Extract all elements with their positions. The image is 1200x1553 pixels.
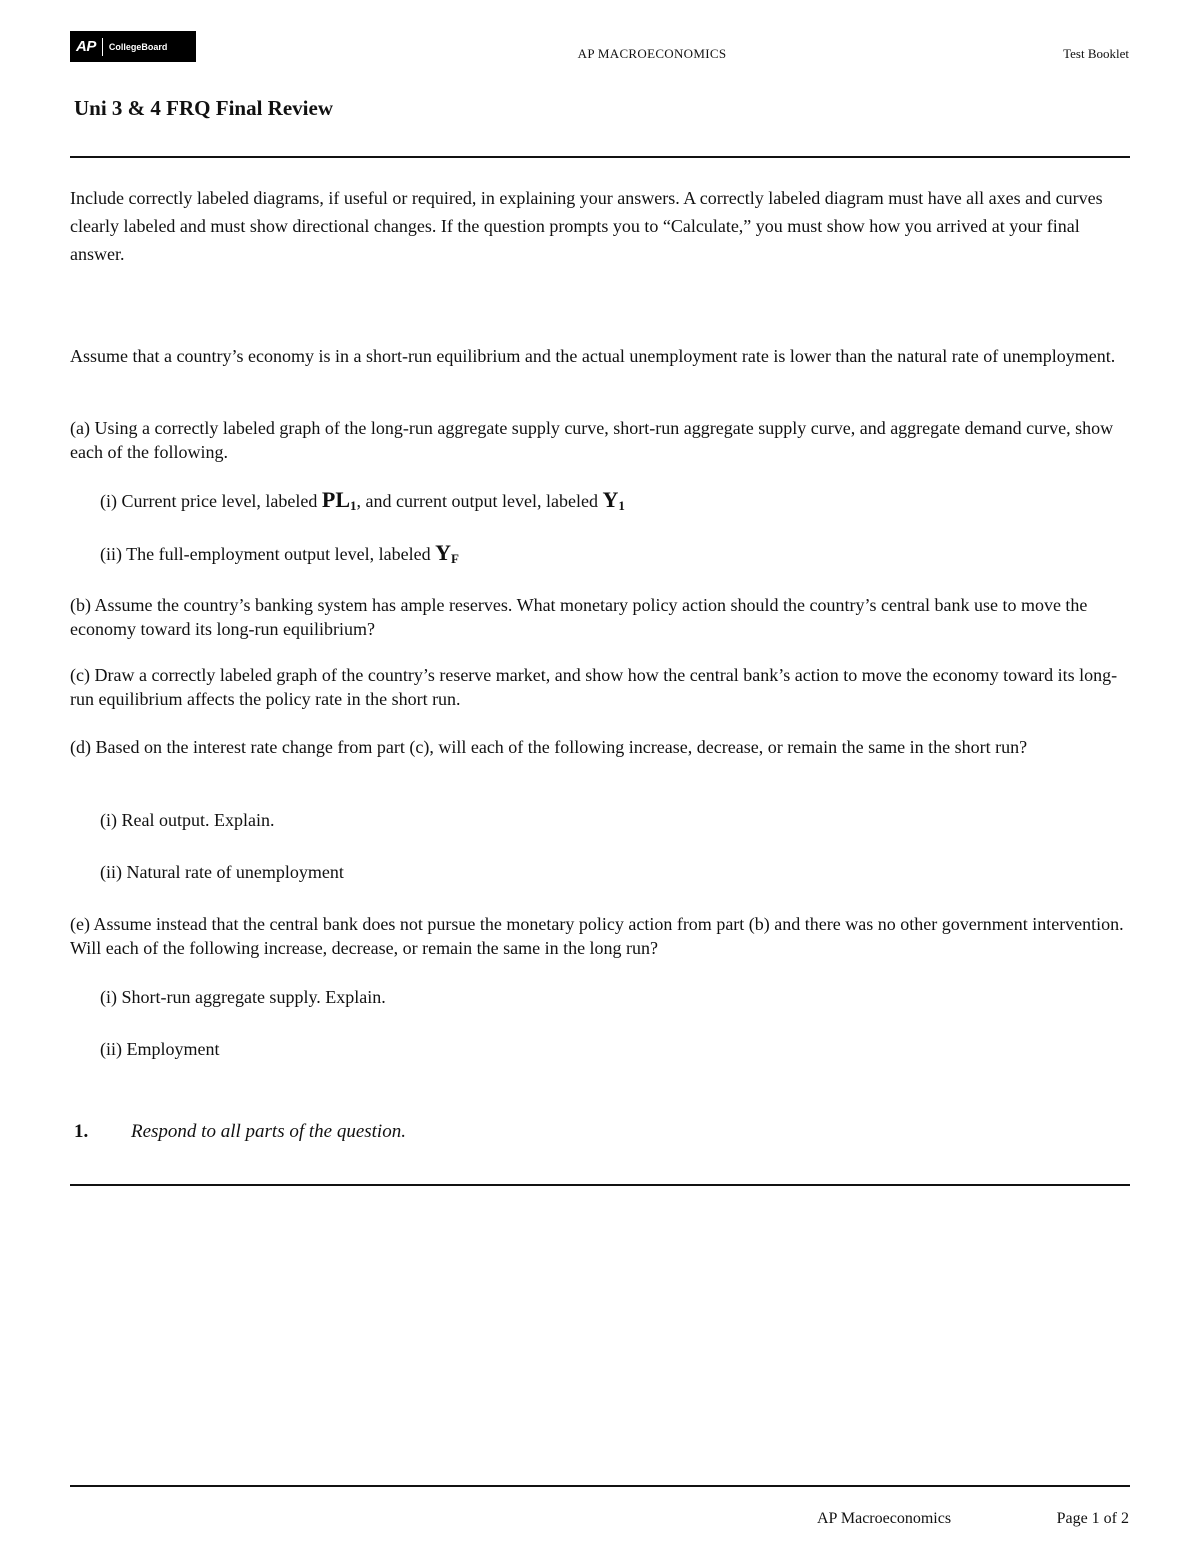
- symbol-y-subscript: 1: [618, 498, 625, 513]
- part-d-i: (i) Real output. Explain.: [100, 810, 275, 830]
- footer-divider: [70, 1485, 1130, 1487]
- question-number: 1.: [74, 1121, 89, 1142]
- footer-page-number: Page 1 of 2: [1056, 1510, 1129, 1527]
- part-a-i: [100, 488, 625, 518]
- part-e-ii: (ii) Employment: [100, 1039, 220, 1059]
- part-d: (d) Based on the interest rate change from part (c), will each of the following increase, decrease, or remain the same in the short run?: [70, 737, 1028, 757]
- logo-brand-text: CollegeBoard: [108, 41, 168, 52]
- symbol-pl: PL: [321, 487, 351, 512]
- symbol-y-full: Y: [435, 540, 451, 565]
- symbol-y1: [602, 487, 624, 512]
- symbol-yf: [435, 540, 459, 565]
- symbol-pl1: [322, 487, 357, 512]
- part-a-i-mid: , and current output level, labeled: [356, 491, 603, 511]
- part-e: (e) Assume instead that the central bank does not pursue the monetary policy action from part (b) and there was no other government intervention. Will each of the following increase, decrease, or remain the same in the long run?: [70, 914, 1124, 958]
- question-stem: Assume that a country’s economy is in a short-run equilibrium and the actual unemployment rate is lower than the natural rate of unemployment.: [70, 346, 1116, 366]
- part-b: (b) Assume the country’s banking system has ample reserves. What monetary policy action should the country’s central bank use to move the economy toward its long-run equilibrium?: [70, 595, 1088, 639]
- page-title: Uni 3 & 4 FRQ Final Review: [74, 96, 333, 120]
- header-subject: AP MACROECONOMICS: [577, 46, 727, 61]
- question-prompt: Respond to all parts of the question.: [131, 1121, 406, 1142]
- part-a-i-text: (i) Current price level, labeled: [100, 491, 322, 511]
- part-a-ii: [100, 541, 459, 571]
- symbol-y: Y: [602, 487, 619, 512]
- part-d-ii: (ii) Natural rate of unemployment: [100, 862, 344, 882]
- part-a: (a) Using a correctly labeled graph of the long-run aggregate supply curve, short-run aggregate supply curve, and aggregate demand curve, show each of the following.: [70, 418, 1114, 462]
- symbol-yf-subscript: F: [450, 551, 459, 566]
- title-divider: [70, 156, 1130, 158]
- question-divider: [70, 1184, 1130, 1186]
- symbol-pl-subscript: 1: [350, 498, 357, 513]
- part-e-i: (i) Short-run aggregate supply. Explain.: [100, 987, 386, 1007]
- part-c: (c) Draw a correctly labeled graph of the country’s reserve market, and show how the central bank’s action to move the economy toward its long-run equilibrium affects the policy rate in the short run.: [70, 665, 1118, 709]
- logo-ap-text: AP: [76, 38, 96, 55]
- instructions: Include correctly labeled diagrams, if useful or required, in explaining your answers. A correctly labeled diagram must have all axes and curves clearly labeled and must show directional changes. If the question prompts you to “Calculate,” you must show how you arrived at your final answer.: [70, 188, 1103, 264]
- header-booklet: Test Booklet: [1063, 46, 1129, 61]
- part-a-ii-text: (ii) The full-employment output level, labeled: [100, 544, 436, 564]
- footer-subject: AP Macroeconomics: [817, 1510, 952, 1527]
